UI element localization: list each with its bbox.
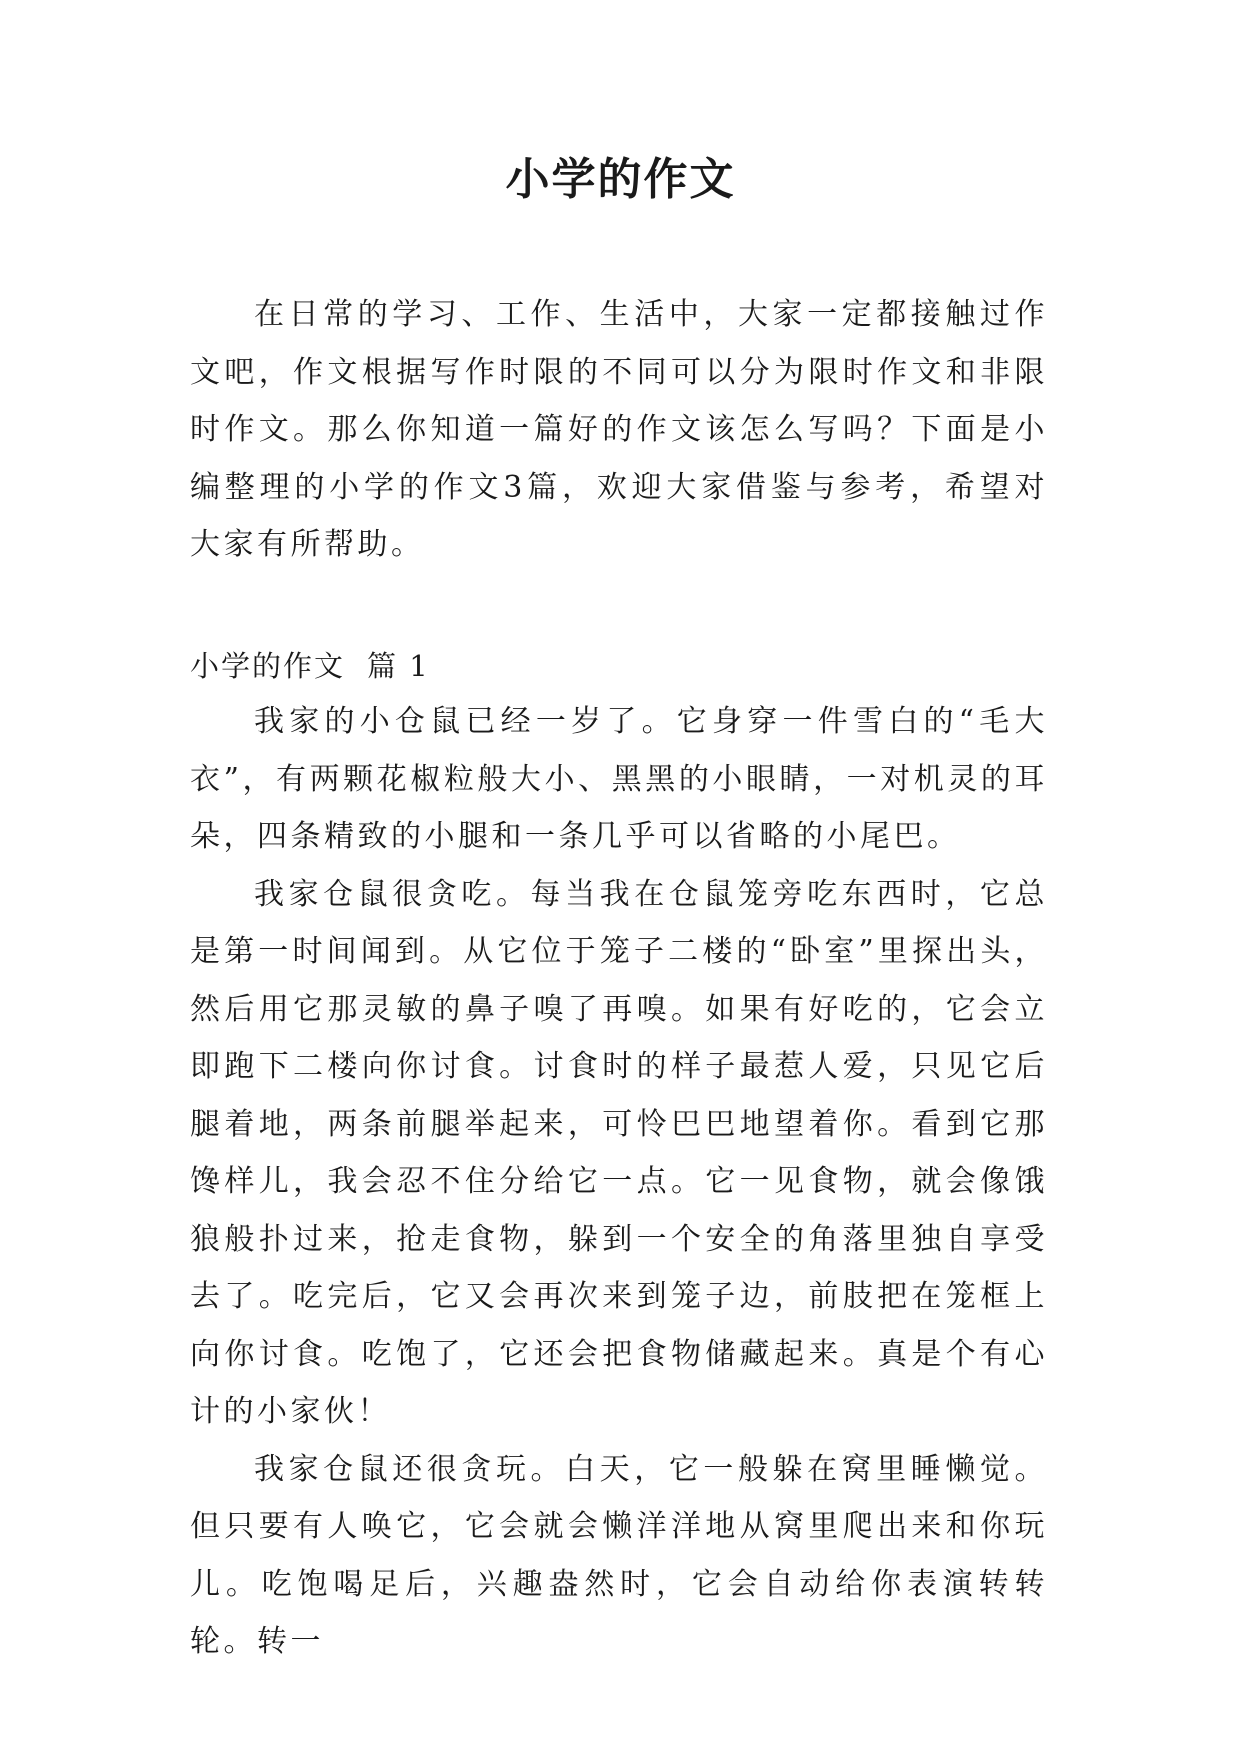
- essay-paragraph: 我家仓鼠还很贪玩。白天，它一般躲在窝里睡懒觉。但只要有人唤它，它会就会懒洋洋地从窝里爬出来和你玩儿。吃饱喝足后，兴趣盎然时，它会自动给你表演转转轮。转一: [190, 1451, 1048, 1659]
- section-heading-number: 篇 1: [367, 649, 430, 683]
- section-heading: [190, 641, 1048, 691]
- essay-paragraph: 我家的小仓鼠已经一岁了。它身穿一件雪白的“毛大衣”，有两颗花椒粒般大小、黑黑的小眼睛，一对机灵的耳朵，四条精致的小腿和一条几乎可以省略的小尾巴。: [190, 704, 1048, 854]
- intro-block: [190, 286, 1048, 574]
- essay-body: [190, 693, 1048, 1671]
- essay-paragraph: 我家仓鼠很贪吃。每当我在仓鼠笼旁吃东西时，它总是第一时间闻到。从它位于笼子二楼的“卧室”里探出头，然后用它那灵敏的鼻子嗅了再嗅。如果有好吃的，它会立即跑下二楼向你讨食。讨食时的样子最惹人爱，只见它后腿着地，两条前腿举起来，可怜巴巴地望着你。看到它那馋样儿，我会忍不住分给它一点。它一见食物，就会像饿狼般扑过来，抢走食物，躲到一个安全的角落里独自享受去了。吃完后，它又会再次来到笼子边，前肢把在笼框上向你讨食。吃饱了，它还会把食物储藏起来。真是个有心计的小家伙！: [190, 876, 1048, 1429]
- section-heading-title: 小学的作文: [190, 649, 346, 683]
- page-title: 小学的作文: [505, 154, 736, 205]
- essay-section-1: [190, 641, 1048, 1671]
- intro-paragraph: 在日常的学习、工作、生活中，大家一定都接触过作文吧，作文根据写作时限的不同可以分为限时作文和非限时作文。那么你知道一篇好的作文该怎么写吗？下面是小编整理的小学的作文3篇，欢迎大家借鉴与参考，希望对大家有所帮助。: [190, 297, 1048, 562]
